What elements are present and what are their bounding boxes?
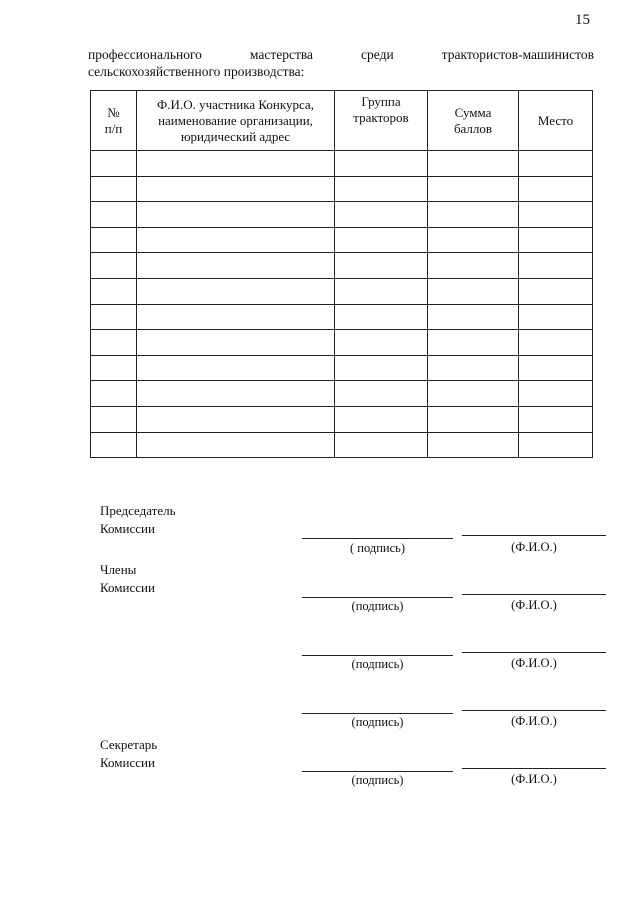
intro-line-2: сельскохозяйственного производства: [88,64,305,79]
header-total-score [428,91,519,151]
chairman-label-line: Комиссии [100,521,155,536]
name-line [462,535,606,536]
table-cell [91,355,137,381]
table-cell [335,278,428,304]
table-cell [428,355,519,381]
signature-caption: (подпись) [351,599,404,613]
members-label [100,561,155,597]
table-cell [91,253,137,279]
table-row [91,278,593,304]
name-line [462,710,606,711]
page-number: 15 [575,12,590,28]
table-cell [519,406,593,432]
results-table [90,90,593,458]
table-cell [91,432,137,458]
table-cell [428,253,519,279]
signature-caption: (подпись) [351,657,404,671]
table-cell [137,151,335,177]
table-row [91,330,593,356]
table-cell [428,432,519,458]
table-body [91,151,593,458]
name-caption: (Ф.И.О.) [511,772,557,786]
header-number [91,91,137,151]
header-number-line: п/п [104,120,123,136]
header-tractor-group-line: Группа [361,94,401,109]
table-row [91,432,593,458]
intro-word: профессионального [88,47,202,62]
table-cell [91,151,137,177]
header-tractor-group-line: тракторов [353,110,409,125]
secretary-label-line: Комиссии [100,755,155,770]
table-cell [335,355,428,381]
header-place [519,91,593,151]
table-cell [91,381,137,407]
signature-line [302,655,453,656]
signature-caption: (подпись) [351,715,404,729]
header-total-score-line: Сумма [454,104,492,120]
header-participant-line: Ф.И.О. участника Конкурса, [157,96,314,112]
table-cell [137,432,335,458]
name-line [462,652,606,653]
signature-caption: (подпись) [351,773,404,787]
table-row [91,227,593,253]
table-cell [428,330,519,356]
table-cell [137,176,335,202]
table-cell [137,304,335,330]
intro-line-1 [88,47,594,63]
table-cell [335,381,428,407]
table-cell [428,151,519,177]
table-cell [137,227,335,253]
table-cell [428,227,519,253]
header-total-score-line: баллов [453,120,493,136]
intro-word: трактористов-машинистов [441,47,594,62]
table-cell [335,227,428,253]
table-cell [91,227,137,253]
name-caption: (Ф.И.О.) [511,714,557,728]
members-label-line: Комиссии [100,580,155,595]
table-cell [137,202,335,228]
table-row [91,304,593,330]
name-line [462,594,606,595]
table-row [91,355,593,381]
table-cell [335,432,428,458]
table-cell [137,381,335,407]
table-cell [137,278,335,304]
table-row [91,176,593,202]
name-caption: (Ф.И.О.) [511,540,557,554]
table-cell [519,253,593,279]
table-cell [519,355,593,381]
name-caption: (Ф.И.О.) [511,598,557,612]
table-cell [137,406,335,432]
table-row [91,202,593,228]
table-cell [428,381,519,407]
header-tractor-group [335,91,428,151]
table-cell [137,330,335,356]
table-cell [91,304,137,330]
signature-line [302,538,453,539]
signature-line [302,597,453,598]
table-cell [519,330,593,356]
table-cell [519,202,593,228]
header-participant-line: наименование организации, [158,112,313,128]
table-cell [428,406,519,432]
header-number-line: № [107,104,120,120]
signature-line [302,713,453,714]
table-cell [137,355,335,381]
header-participant [137,91,335,151]
name-caption: (Ф.И.О.) [511,656,557,670]
table-cell [428,278,519,304]
table-cell [519,278,593,304]
table-header-row [91,91,593,151]
table-cell [519,432,593,458]
table-cell [519,381,593,407]
table-cell [335,176,428,202]
intro-word: мастерства [249,47,314,62]
table-row [91,253,593,279]
table-cell [91,202,137,228]
name-line [462,768,606,769]
table-cell [91,330,137,356]
table-cell [137,253,335,279]
intro-word: среди [361,47,394,62]
table-cell [335,304,428,330]
table-cell [519,176,593,202]
table-row [91,381,593,407]
secretary-label-line: Секретарь [100,737,158,752]
chairman-label-line: Председатель [100,503,176,518]
signature-line [302,771,453,772]
header-participant-line: юридический адрес [180,128,291,144]
table-cell [428,202,519,228]
chairman-label [100,502,176,538]
table-cell [91,278,137,304]
table-row [91,151,593,177]
table-cell [91,406,137,432]
table-cell [519,227,593,253]
table-cell [335,406,428,432]
table-cell [335,253,428,279]
signature-caption: ( подпись) [349,541,406,555]
table-cell [91,176,137,202]
table-cell [519,304,593,330]
table-cell [335,151,428,177]
secretary-label [100,736,157,772]
table-cell [428,304,519,330]
table-cell [335,330,428,356]
table-cell [519,151,593,177]
members-label-line: Члены [100,562,137,577]
table-cell [428,176,519,202]
table-row [91,406,593,432]
header-place-line: Место [537,112,574,128]
table-cell [335,202,428,228]
